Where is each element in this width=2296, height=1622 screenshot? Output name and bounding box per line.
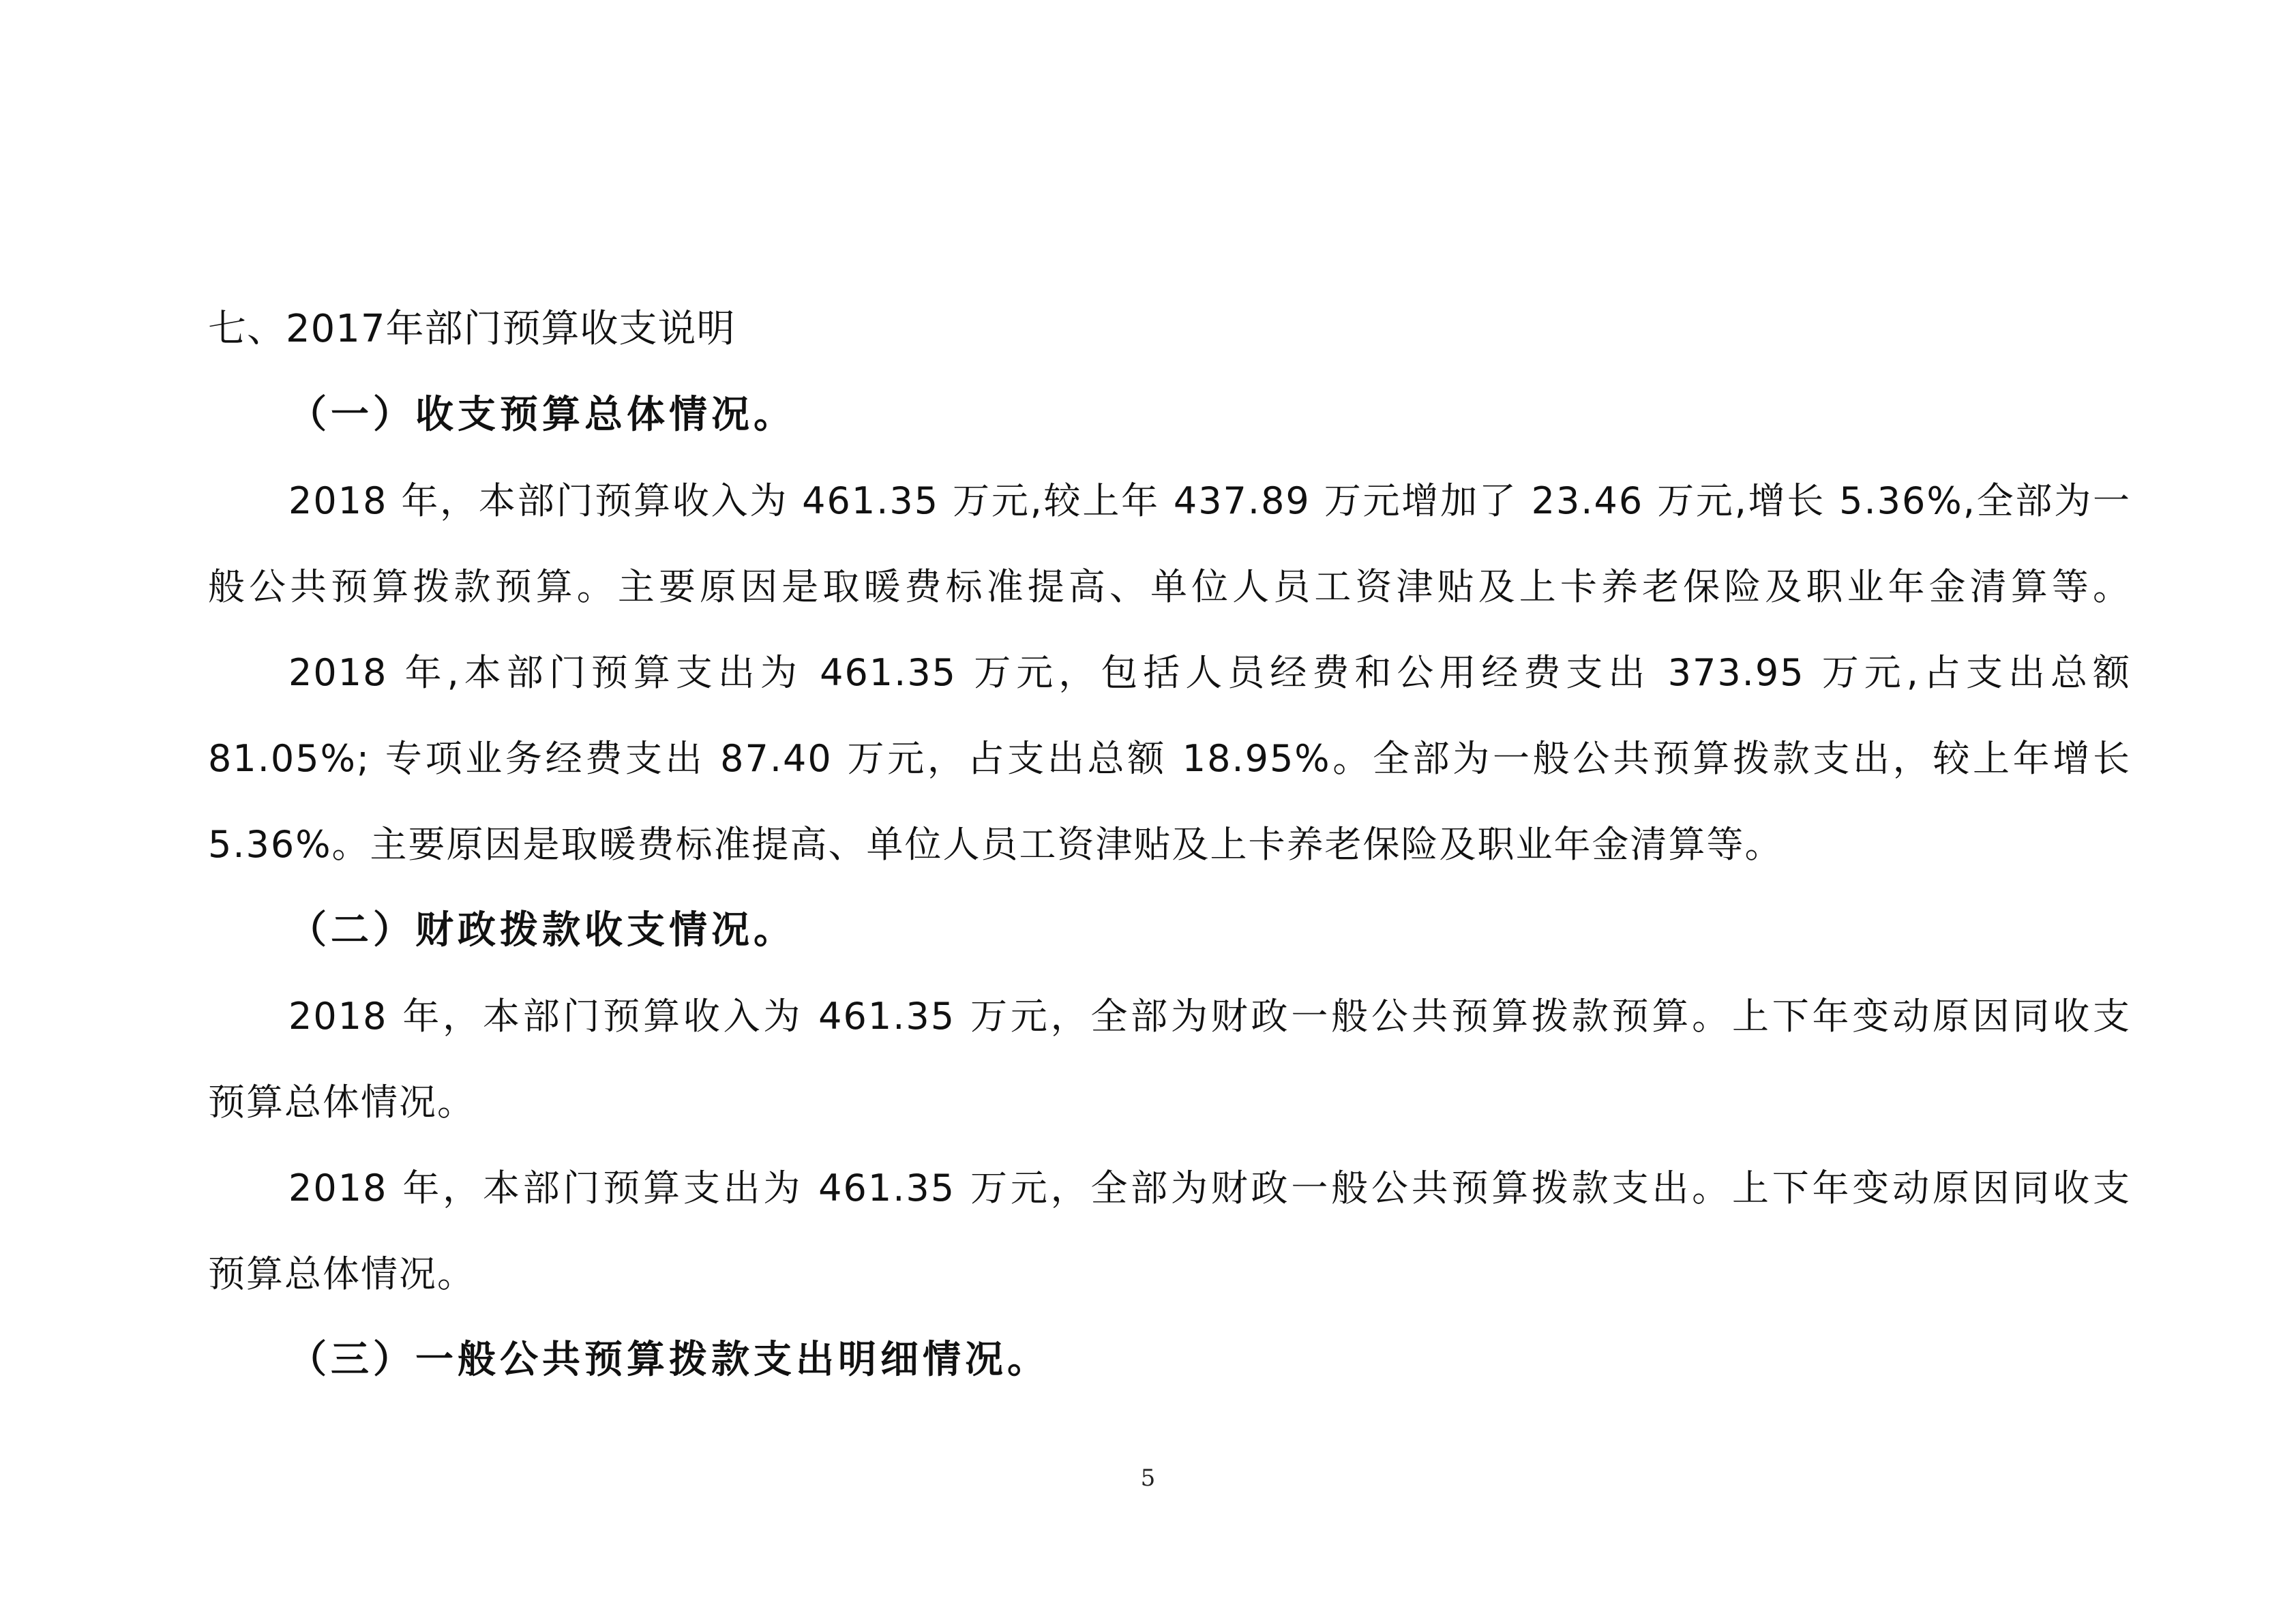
subsection-title-3: （三）一般公共预算拨款支出明细情况。 [288, 1338, 1049, 1382]
paragraph-line: 2018 年，本部门预算收入为 461.35 万元，全部为财政一般公共预算拨款预算。上下年变动原因同收支 [288, 995, 2131, 1038]
paragraph-fiscal-expense [208, 1145, 2131, 1317]
paragraph-fiscal-income [208, 974, 2131, 1145]
paragraph-line: 预算总体情况。 [208, 1252, 475, 1295]
document-body [208, 286, 2131, 1403]
subsection-title-1: （一）收支预算总体情况。 [288, 393, 796, 437]
page-number: 5 [1140, 1465, 1156, 1492]
paragraph-line: 预算总体情况。 [208, 1081, 475, 1124]
section-title: 七、2017年部门预算收支说明 [208, 307, 736, 351]
paragraph-line: 81.05%; 专项业务经费支出 87.40 万元，占支出总额 18.95%。全部为一般公共预算拨款支出，较上年增长 [208, 737, 2131, 780]
paragraph-income-overview [208, 458, 2131, 630]
paragraph-line: 2018 年，本部门预算支出为 461.35 万元，全部为财政一般公共预算拨款支出。上下年变动原因同收支 [288, 1167, 2131, 1210]
paragraph-line: 般公共预算拨款预算。主要原因是取暖费标准提高、单位人员工资津贴及上卡养老保险及职业年金清算等。 [208, 565, 2131, 608]
paragraph-line: 2018 年，本部门预算收入为 461.35 万元,较上年 437.89 万元增加了 23.46 万元,增长 5.36%,全部为一 [288, 479, 2131, 522]
paragraph-line: 5.36%。主要原因是取暖费标准提高、单位人员工资津贴及上卡养老保险及职业年金清算等。 [208, 823, 1783, 866]
paragraph-line: 2018 年,本部门预算支出为 461.35 万元，包括人员经费和公用经费支出 373.95 万元,占支出总额 [288, 651, 2131, 694]
paragraph-expense-overview [208, 630, 2131, 888]
subsection-title-2: （二）财政拨款收支情况。 [288, 908, 796, 952]
